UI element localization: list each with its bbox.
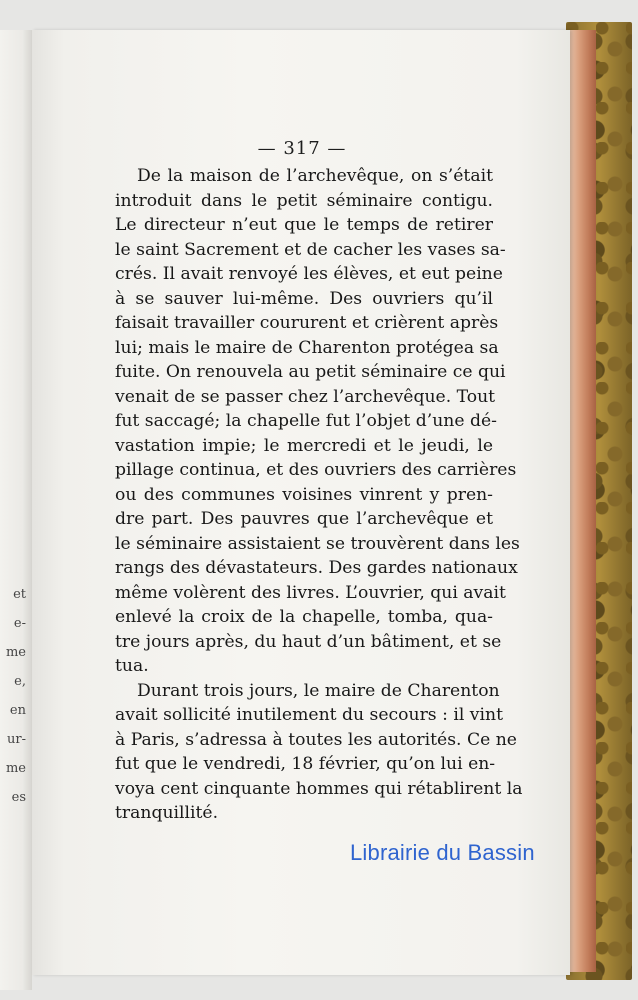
text-line: venait de se passer chez l’archevêque. Tout [115, 386, 496, 407]
left-page-text [0, 580, 30, 812]
text-line: fut saccagé; la chapelle fut l’objet d’une dé- [115, 411, 497, 431]
text-line: enlevé la croix de la chapelle, tomba, qua- [115, 607, 493, 627]
text-line: fuite. On renouvela au petit séminaire ce qui [115, 362, 506, 382]
text-line: lui; mais le maire de Charenton protégea sa [115, 337, 499, 358]
text-line: fut que le vendredi, 18 février, qu’on lui en- [115, 754, 496, 774]
text-line: à se sauver lui-même. Des ouvriers qu’il [115, 288, 493, 309]
text-line: crés. Il avait renvoyé les élèves, et eut peine [115, 264, 503, 284]
left-fragment: e- [13, 616, 26, 631]
left-page-fragment [0, 30, 32, 990]
text-line: faisait travailler coururent et crièrent après [115, 313, 499, 333]
left-fragment: me [5, 761, 26, 776]
left-fragment: es [11, 790, 26, 805]
left-fragment: et [13, 587, 26, 602]
watermark-text: Librairie du Bassin [350, 840, 535, 865]
left-fragment: en [9, 703, 26, 718]
text-line: pillage continua, et des ouvriers des carrières [115, 460, 517, 480]
book-page [32, 30, 570, 975]
text-line: à Paris, s’adressa à toutes les autorités. Ce ne [115, 729, 517, 750]
text-line: le saint Sacrement et de cacher les vases sa- [115, 239, 506, 260]
page-number: — 317 — [257, 138, 347, 159]
page-body-text [115, 164, 523, 826]
text-line: tre jours après, du haut d’un bâtiment, et se [115, 631, 502, 652]
text-line: même volèrent des livres. L’ouvrier, qui avait [115, 582, 506, 603]
text-line: Le directeur n’eut que le temps de retirer [115, 215, 493, 235]
page-edges [568, 30, 596, 972]
text-line: tranquillité. [115, 803, 219, 823]
text-line: ou des communes voisines vinrent y pren- [115, 484, 493, 505]
left-fragment: ur- [7, 732, 26, 747]
text-line: De la maison de l’archevêque, on s’était [137, 166, 493, 186]
text-line: voya cent cinquante hommes qui rétablirent la [115, 778, 523, 799]
text-line: le séminaire assistaient se trouvèrent dans les [115, 533, 520, 554]
text-line: dre part. Des pauvres que l’archevêque et [115, 509, 493, 529]
text-line: rangs des dévastateurs. Des gardes nationaux [115, 558, 518, 578]
left-fragment: me [5, 645, 26, 660]
text-line: introduit dans le petit séminaire contigu. [115, 190, 493, 211]
text-line: tua. [115, 656, 149, 676]
text-line: avait sollicité inutilement du secours : il vint [115, 705, 503, 725]
text-line: Durant trois jours, le maire de Charenton [137, 680, 500, 701]
text-line: vastation impie; le mercredi et le jeudi, le [115, 435, 493, 456]
left-fragment: e, [14, 674, 26, 689]
